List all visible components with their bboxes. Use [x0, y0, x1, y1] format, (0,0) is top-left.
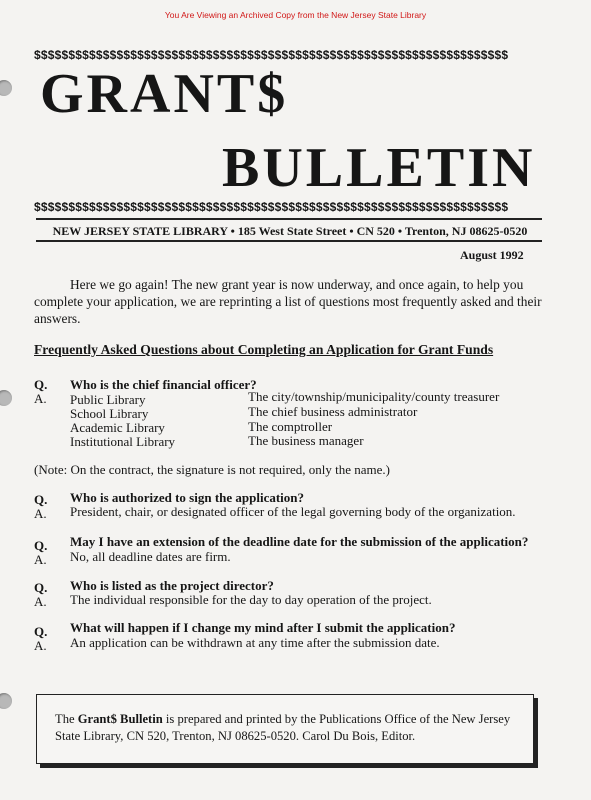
- colophon-rest: is prepared and printed by the Publications Office of the New Jersey State Library, CN 520, Trenton, NJ 08625-0520. Carol Du Bois, Editor.: [55, 712, 511, 743]
- question-label: Q.: [34, 580, 48, 595]
- answer-text: An application can be withdrawn at any time after the submission date.: [70, 635, 440, 650]
- question-text: Who is authorized to sign the application?: [70, 490, 305, 505]
- question-text: What will happen if I change my mind after I submit the application?: [70, 620, 456, 635]
- rule-bottom: [36, 240, 542, 242]
- colophon-box: [36, 694, 534, 764]
- rule-top: [36, 218, 542, 220]
- masthead-title-bulletin: BULLETIN: [222, 137, 536, 199]
- financial-officer: The chief business administrator: [248, 404, 418, 419]
- answer-label: A.: [34, 594, 47, 609]
- answer-text: The individual responsible for the day to day operation of the project.: [70, 592, 432, 607]
- archive-banner: You Are Viewing an Archived Copy from the New Jersey State Library: [164, 10, 427, 20]
- answer-label: A.: [34, 552, 47, 567]
- contract-note: (Note: On the contract, the signature is not required, only the name.): [34, 462, 390, 477]
- dollar-border-bottom: $$$$$$$$$$$$$$$$$$$$$$$$$$$$$$$$$$$$$$$$$$$$$$$$$$$$$$$$$$$$$$$$$$$$$: [34, 200, 509, 214]
- masthead-title-grants: GRANT$: [40, 63, 289, 125]
- answer-text: No, all deadline dates are firm.: [70, 549, 231, 564]
- answer-label: A.: [34, 506, 47, 521]
- intro-paragraph: Here we go again! The new grant year is now underway, and once again, to help you complete your application, we are reprinting a list of questions most frequently asked and their answers.: [34, 277, 542, 326]
- library-type: School Library: [70, 406, 149, 421]
- question-label: Q.: [34, 492, 48, 507]
- financial-officer: The business manager: [248, 433, 364, 448]
- financial-officer: The city/township/municipality/county treasurer: [248, 389, 500, 404]
- financial-officer: The comptroller: [248, 419, 333, 434]
- answer-label: A.: [34, 391, 47, 406]
- binder-hole: [0, 693, 12, 709]
- question-cfo: Who is the chief financial officer?: [70, 377, 257, 392]
- dollar-border-top: $$$$$$$$$$$$$$$$$$$$$$$$$$$$$$$$$$$$$$$$$$$$$$$$$$$$$$$$$$$$$$$$$$$$$: [34, 48, 509, 62]
- library-type: Academic Library: [70, 420, 165, 435]
- faq-heading: Frequently Asked Questions about Completing an Application for Grant Funds: [34, 342, 494, 357]
- library-type: Institutional Library: [70, 434, 176, 449]
- colophon-prefix: The: [55, 712, 78, 726]
- question-text: May I have an extension of the deadline date for the submission of the application?: [70, 534, 529, 549]
- colophon-brand: Grant$ Bulletin: [77, 712, 163, 726]
- question-label: Q.: [34, 377, 48, 392]
- issue-date: August 1992: [460, 248, 524, 262]
- answer-label: A.: [34, 638, 47, 653]
- answer-text: President, chair, or designated officer of the legal governing body of the organization.: [70, 504, 516, 519]
- colophon-text: [55, 711, 525, 745]
- masthead-address: NEW JERSEY STATE LIBRARY • 185 West State Street • CN 520 • Trenton, NJ 08625-0520: [52, 224, 528, 238]
- binder-hole: [0, 390, 12, 406]
- question-label: Q.: [34, 624, 48, 639]
- binder-hole: [0, 80, 12, 96]
- library-type: Public Library: [70, 392, 146, 407]
- question-label: Q.: [34, 538, 48, 553]
- question-text: Who is listed as the project director?: [70, 578, 274, 593]
